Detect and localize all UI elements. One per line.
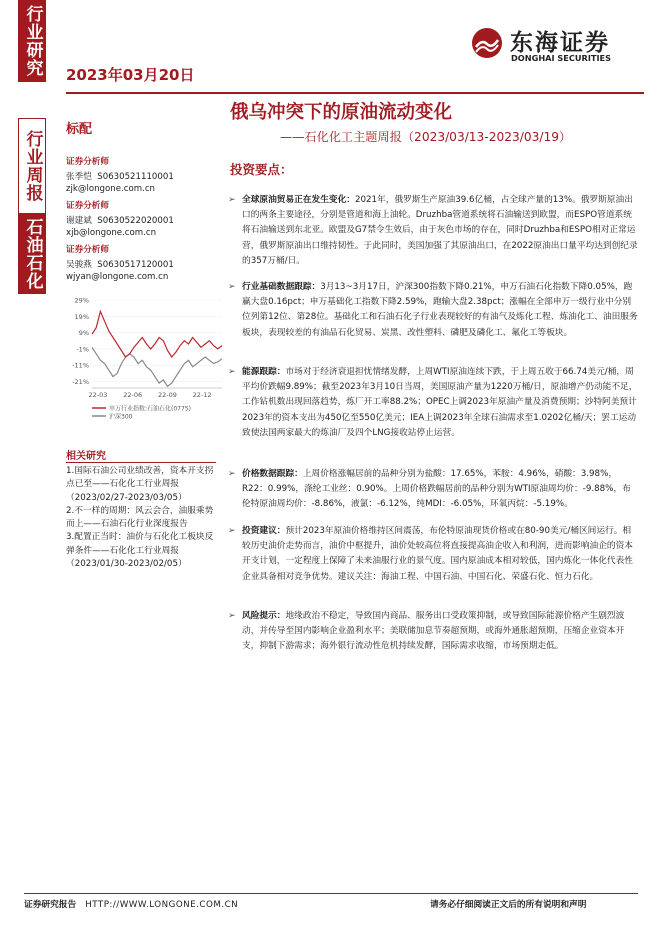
related-item[interactable]: 3.配置正当时：油价与石化化工板块反弹条件——石化化工行业周报（2023/01/30-2023/02/05） xyxy=(66,532,214,570)
report-date: 2023年03月20日 xyxy=(66,66,195,84)
related-list xyxy=(66,465,220,571)
analyst-entry xyxy=(66,199,216,243)
report-subtitle: ——石化化工主题周报（2023/03/13-2023/03/19） xyxy=(280,130,572,144)
x-tick-label: 22-06 xyxy=(123,391,143,399)
bullet-text: 地缘政治不稳定，导致国内商品、服务出口受政策抑制，或导致国际能源价格产生剧烈波动，并传导至国内影响企业盈利水平；美联储加息节奏超预期，或海外通胀超预期，压缩企业资本开支，抑制下游需求；海外银行流动性危机持续发酵，国际需求收缩，市场预期走低。 xyxy=(242,611,625,652)
tab-weekly xyxy=(18,118,46,214)
series-line xyxy=(92,347,222,386)
report-title: 俄乌冲突下的原油流动变化 xyxy=(230,102,453,123)
tab-sector-label: 石油石化 xyxy=(22,218,43,290)
y-tick-label: -21% xyxy=(72,377,89,386)
x-tick-label: 22-09 xyxy=(157,391,177,399)
bullet-risk-warning xyxy=(228,609,638,655)
rating: 标配 xyxy=(66,122,93,137)
arrow-icon: ➢ xyxy=(228,282,236,292)
points-title: 投资要点： xyxy=(230,162,293,177)
y-tick-label: 19% xyxy=(74,312,89,321)
analyst-code: S0630521110001 xyxy=(97,172,174,182)
bullet-label: 价格数据跟踪： xyxy=(242,469,303,479)
bullet-text: 市场对于经济衰退担忧情绪发酵，上周WTI原油连续下跌，于上周五收于66.74美元/桶，周平均价跌幅9.89%；截至2023年3月10日当周，美国原油产量为1220万桶/日，原油增产仍动能不足，工作钻机数出现回落趋势，炼厂开工率88.2%；OPEC上调2023年原油产量及消费预期；沙特阿美预计2023年的资本支出为450亿至550亿美元；IEA上调2023年全球石油需求至1.0202亿桶/天；罢工运动致使法国两家最大的炼油厂及四个LNG接收站停止运营。 xyxy=(242,367,638,438)
analyst-entry xyxy=(66,243,216,287)
logo-cn: 东海证券 xyxy=(510,30,610,56)
bullet-label: 全球原油贸易正在发生变化： xyxy=(242,195,355,205)
bullet-industry-data xyxy=(228,280,638,341)
series-line xyxy=(92,311,222,357)
analyst-name: 张季恺 xyxy=(66,172,92,182)
legend-label: 沪深300 xyxy=(109,413,133,421)
bullet-label: 投资建议： xyxy=(242,526,286,536)
bullet-investment-advice xyxy=(228,524,638,585)
bullet-label: 风险提示： xyxy=(242,611,286,621)
bullet-global-oil-trade xyxy=(228,193,638,269)
tab-industry-research xyxy=(18,0,46,82)
analyst-role: 证券分析师 xyxy=(66,201,109,211)
analyst-email[interactable]: xjb@longone.com.cn xyxy=(66,228,157,238)
y-tick-label: -11% xyxy=(72,361,89,370)
y-tick-label: 29% xyxy=(74,296,89,305)
tab-weekly-label: 行业周报 xyxy=(22,130,43,202)
header-divider xyxy=(66,92,644,94)
performance-chart xyxy=(66,290,226,440)
y-tick-label: 9% xyxy=(78,329,89,338)
bullet-label: 能源跟踪： xyxy=(242,367,286,377)
analyst-name: 谢建斌 xyxy=(66,216,92,226)
bullet-price-tracking xyxy=(228,467,638,513)
bullet-text: 3月13~3月17日，沪深300指数下降0.21%，申万石油石化指数下降0.05%，跑赢大盘0.16pct；申万基础化工指数下降2.59%，跑输大盘2.38pct；涨幅在全部申万一级行业中分别位列第12位、第28位。基础化工和石油石化子行业表现较好的有油气及炼化工程、炼油化工、油田服务板块，表现较差的有油品石化贸易、炭黑、改性塑料、磷肥及磷化工、氟化工等板块。 xyxy=(242,282,638,338)
footer-disclaimer: 请务必仔细阅读正文后的所有说明和声明 xyxy=(430,900,587,910)
bullet-label: 行业基础数据跟踪： xyxy=(242,282,321,292)
brand-logo xyxy=(470,26,640,66)
x-tick-label: 22-03 xyxy=(88,391,108,399)
analyst-name: 吴骏燕 xyxy=(66,260,92,270)
analyst-entry xyxy=(66,155,216,199)
bullet-text: 预计2023年原油价格维持区间震荡，布伦特原油现货价格或在80-90美元/桶区间运行。相较历史油价走势而言，油价中枢提升，油价处较高位将直接提高油企收入和利润，进而影响油企的资本开支计划，一定程度上保障了未来油服行业的景气度。国内原油成本相对较低，国内炼化一体化代表性企业具备相对竞争优势。建议关注：海油工程、中国石油、中国石化、荣盛石化、恒力石化。 xyxy=(242,526,633,582)
analyst-role: 证券分析师 xyxy=(66,157,109,167)
footer-divider xyxy=(24,893,638,894)
arrow-icon: ➢ xyxy=(228,367,236,377)
related-item[interactable]: 1.国际石油公司业绩改善，资本开支拐点已至——石化化工行业周报（2023/02/27-2023/03/05） xyxy=(66,466,214,503)
logo-en: DONGHAI SECURITIES xyxy=(511,53,612,63)
analyst-block xyxy=(66,155,216,287)
related-item[interactable]: 2.不一样的周期：风云会合，油服乘势而上——石油石化行业深度报告 xyxy=(66,505,214,530)
footer-url[interactable]: HTTP://WWW.LONGONE.COM.CN xyxy=(85,900,239,910)
related-divider xyxy=(66,462,216,463)
donghai-logo-icon xyxy=(470,26,504,60)
analyst-email[interactable]: wjyan@longone.com.cn xyxy=(66,272,169,282)
bullet-energy-tracking xyxy=(228,365,638,441)
arrow-icon: ➢ xyxy=(228,526,236,536)
tab-sector xyxy=(18,214,46,294)
tab-industry-research-label: 行业研究 xyxy=(22,5,43,77)
analyst-code: S0630517120001 xyxy=(97,260,174,270)
bullet-text: 上周价格涨幅居前的品种分别为盐酸：17.65%，苯胺：4.96%，硝酸：3.98%，R22：0.99%，涤纶工业丝：0.90%。上周价格跌幅居前的品种分别为WTI原油周均价：-9.88%，布伦特原油周均价：-8.86%，液氯：-6.12%，纯MDI：-6.05%，环氧丙烷：-5.19%。 xyxy=(242,469,631,510)
bullet-text: 2021年，俄罗斯生产原油39.6亿桶，占全球产量的13%。俄罗斯原油出口的两条主要途径，分别是管道和海上油轮。Druzhba管道系统将石油输送到欧盟，而ESPO管道系统将石油输送到东北亚。欧盟及G7禁令生效后，由于灰色市场的存在，同时Druzhba和ESPO相对正常运营，俄罗斯原油出口维持韧性。于此同时，美国加强了其原油出口，在2022原油出口量平均达到创纪录的357万桶/日。 xyxy=(242,195,638,266)
footer-label: 证券研究报告 xyxy=(24,900,77,910)
analyst-role: 证券分析师 xyxy=(66,245,109,255)
related-title: 相关研究 xyxy=(66,451,106,462)
footer-left xyxy=(24,898,238,910)
legend-label: 申万行业指数:石油石化(0775) xyxy=(109,405,191,413)
analyst-code: S0630522020001 xyxy=(97,216,174,226)
analyst-email[interactable]: zjk@longone.com.cn xyxy=(66,184,155,194)
y-tick-label: -1% xyxy=(76,345,89,354)
arrow-icon: ➢ xyxy=(228,611,236,621)
x-tick-label: 22-12 xyxy=(192,391,212,399)
arrow-icon: ➢ xyxy=(228,195,236,205)
arrow-icon: ➢ xyxy=(228,469,236,479)
